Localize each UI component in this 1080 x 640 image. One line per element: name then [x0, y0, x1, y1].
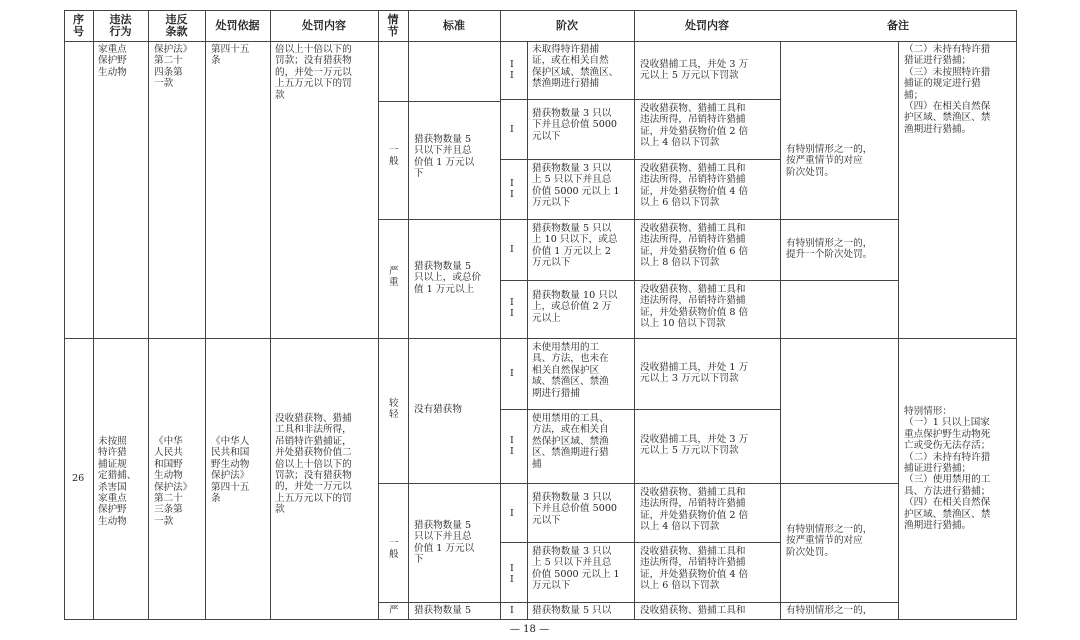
table-rule	[148, 10, 149, 620]
table-rule	[64, 10, 65, 620]
section-b-minor-row2-level: I I	[510, 435, 514, 458]
section-b-minor-circ: 较 轻	[389, 398, 399, 421]
section-a-general-row2-level: I I	[510, 178, 514, 201]
section-b-general-row2-std: 猎获物数量 3 只以 上 5 只以下并且总 价值 5000 元以上 1 万元以下	[532, 546, 620, 592]
section-a-serious-row2-std: 猎获物数量 10 只以 上，或总价值 2 万 元以上	[532, 290, 618, 324]
table-rule	[527, 41, 528, 620]
section-a-row1-std: 未取得特许猎捕 证，或在相关自然 保护区域、禁渔区、 禁渔期进行猎捕	[532, 44, 619, 90]
table-rule	[408, 10, 409, 620]
section-b-general-row2-level: I I	[510, 563, 514, 586]
section-a-serious-row2-penalty: 没收猎获物、猎捕工具和 违法所得，吊销特许猎捕 证，并处猎获物价值 8 倍 以上 10 倍以下罚款	[640, 284, 749, 330]
table-rule	[378, 483, 898, 484]
table-rule	[500, 99, 780, 100]
table-rule	[378, 10, 379, 620]
section-b-minor-row2-std: 使用禁用的工具、 方法，或在相关自 然保护区域、禁渔 区、禁渔期进行猎 捕	[532, 413, 609, 470]
section-b-minor-std: 没有猎获物	[414, 404, 462, 415]
table-rule	[500, 159, 780, 160]
section-b-remark: 特别情形： （一）1 只以上国家 重点保护野生动物死 亡或受伤无法存活； （二）未持有特许猎 捕证进行猎捕； （三）使用禁用的工 具、方法进行猎捕； （四）在相关自然保 护区域、禁渔区、禁 渔期进行猎捕。	[904, 406, 991, 532]
section-a-clause: 保护法》 第二十 四条第 一款	[154, 44, 193, 90]
table-rule	[780, 41, 781, 620]
table-rule	[898, 41, 899, 620]
table-rule	[205, 10, 206, 620]
section-a-general-circ: 一 般	[389, 145, 399, 168]
section-b-general-row1-penalty: 没收猎获物、猎捕工具和 违法所得，吊销特许猎捕 证，并处猎获物价值 2 倍 以上 4 倍以下罚款	[640, 487, 749, 533]
section-a-serious-note: 有特别情形之一的， 提升一个阶次处罚。	[786, 238, 873, 261]
section-b-serious-std: 猎获物数量 5	[414, 605, 472, 616]
section-a-serious-row1-level: I	[510, 244, 514, 255]
section-b-basis: 《中华人 民共和国 野生动物 保护法》 第四十五 条	[211, 436, 250, 505]
table-rule	[93, 10, 94, 620]
section-b-serious-row1-level: I	[510, 605, 514, 616]
header-violation: 违法 行为	[109, 13, 132, 38]
header-seq: 序 号	[73, 13, 84, 38]
section-b-general-std: 猎获物数量 5 只以下并且总 价值 1 万元以 下	[414, 520, 475, 566]
section-a-general-row1-level: I	[510, 124, 514, 135]
section-b-minor-row1-std: 未使用禁用的工 具、方法，也未在 相关自然保护区 域、禁渔区、禁渔 期进行猎捕	[532, 342, 609, 399]
section-b-general-row2-penalty: 没收猎获物、猎捕工具和 违法所得，吊销特许猎捕 证，并处猎获物价值 4 倍 以上 6 倍以下罚款	[640, 546, 749, 592]
section-b-serious-row1-penalty: 没收猎获物、猎捕工具和	[640, 605, 746, 616]
table-rule	[378, 101, 500, 102]
section-a-general-row1-std: 猎获物数量 3 只以 下并且总价值 5000 元以下	[532, 108, 618, 142]
section-a-remark: （二）未持有特许猎 猎证进行猎捕； （三）未按照特许猎 捕证的规定进行猎 捕； （四）在相关自然保 护区域、禁渔区、禁 渔期进行猎捕。	[904, 44, 991, 135]
table-rule	[378, 602, 898, 603]
header-standard: 标准	[443, 19, 465, 32]
header-penalty: 处罚内容	[685, 19, 729, 32]
header-basis: 处罚依据	[215, 19, 260, 32]
section-a-general-row1-penalty: 没收猎获物、猎捕工具和 违法所得，吊销特许猎捕 证，并处猎获物价值 2 倍 以上 4 倍以下罚款	[640, 103, 749, 149]
table-rule	[634, 10, 635, 620]
table-rule	[500, 280, 898, 281]
section-b-seq: 26	[72, 473, 85, 484]
section-a-serious-row1-std: 猎获物数量 5 只以 上 10 只以下，或总 价值 1 万元以上 2 万元以下	[532, 223, 618, 269]
page-number: — 18 —	[510, 624, 550, 635]
section-b-general-circ: 一 般	[389, 538, 399, 561]
section-b-clause: 《中华 人民共 和国野 生动物 保护法》 第二十 三条第 一款	[154, 436, 193, 527]
section-b-serious-row1-std: 猎获物数量 5 只以	[532, 605, 612, 616]
section-b-general-row1-std: 猎获物数量 3 只以 下并且总价值 5000 元以下	[532, 492, 618, 526]
section-a-serious-row1-penalty: 没收猎获物、猎捕工具和 违法所得，吊销特许猎捕 证，并处猎获物价值 6 倍 以上 8 倍以下罚款	[640, 223, 749, 269]
table-rule	[270, 10, 271, 620]
section-b-serious-circ: 严	[389, 605, 399, 616]
section-a-act: 家重点 保护野 生动物	[98, 44, 127, 78]
section-a-general-row2-penalty: 没收猎获物、猎捕工具和 违法所得，吊销特许猎捕 证，并处猎获物价值 4 倍 以上 6 倍以下罚款	[640, 163, 749, 209]
section-b-minor-row1-level: I	[510, 368, 514, 379]
section-a-general-row2-std: 猎获物数量 3 只以 上 5 只以下并且总 价值 5000 元以上 1 万元以下	[532, 163, 620, 209]
header-clause: 违反 条款	[165, 13, 188, 38]
section-b-minor-row1-penalty: 没收猎捕工具，并处 1 万 元以上 3 万元以下罚款	[640, 362, 749, 385]
section-a-serious-std: 猎获物数量 5 只以上，或总价 值 1 万元以上	[414, 261, 482, 295]
section-b-serious-note: 有特别情形之一的，	[786, 605, 873, 616]
section-a-content: 倍以上十倍以下的 罚款；没有猎获物 的，并处一万元以 上五万元以下的罚 款	[275, 44, 352, 101]
section-b-content: 没收猎获物、猎捕 工具和非法所得， 吊销特许猎捕证， 并处猎获物价值二 倍以上十倍以下的 罚款；没有猎获物 的，并处一万元以 上五万元以下的罚 款	[275, 413, 352, 516]
section-a-general-note: 有特别情形之一的， 按严重情节的对应 阶次处罚。	[786, 144, 873, 178]
header-content: 处罚内容	[302, 19, 346, 32]
header-level: 阶次	[556, 19, 578, 32]
table-rule	[500, 409, 780, 410]
table-rule	[500, 10, 501, 620]
table-rule	[64, 41, 1016, 42]
table-rule	[500, 542, 780, 543]
table-rule	[64, 338, 1016, 339]
section-a-row1-level: I I	[510, 59, 514, 82]
table-rule	[378, 219, 898, 220]
section-b-act: 未按照 特许猎 捕证规 定猎捕、 杀害国 家重点 保护野 生动物	[98, 436, 137, 527]
section-a-row1-penalty: 没收猎捕工具，并处 3 万 元以上 5 万元以下罚款	[640, 59, 749, 82]
section-a-serious-circ: 严 重	[389, 266, 399, 289]
table-rule	[64, 619, 1016, 620]
section-a-basis: 第四十五 条	[211, 44, 250, 67]
table-rule	[1016, 10, 1017, 620]
section-a-general-std: 猎获物数量 5 只以下并且总 价值 1 万元以 下	[414, 134, 475, 180]
header-circumstance: 情 节	[387, 13, 399, 38]
section-b-general-row1-level: I	[510, 508, 514, 519]
section-b-general-note: 有特别情形之一的， 按严重情节的对应 阶次处罚。	[786, 524, 873, 558]
header-remark: 备注	[887, 19, 909, 32]
table-rule	[64, 10, 1016, 11]
section-b-minor-row2-penalty: 没收猎捕工具，并处 3 万 元以上 5 万元以下罚款	[640, 434, 749, 457]
section-a-serious-row2-level: I I	[510, 297, 514, 320]
